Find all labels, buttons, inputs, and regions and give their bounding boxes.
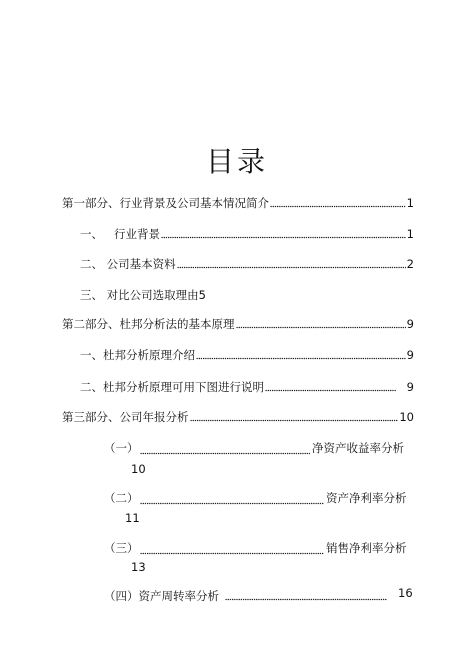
toc-entry-title: 净资产收益率分析 [312,441,404,455]
toc-page-number: 11 [125,511,140,525]
toc-entry-company-info[interactable] [80,256,414,272]
toc-page-number: 9 [406,348,414,362]
dot-leader [236,326,406,329]
toc-title: 目录 [205,145,268,178]
toc-page-number: 16 [398,586,413,600]
toc-entry-label: （二） [104,491,139,505]
toc-entry-label: 第三部分、公司年报分析 [62,410,189,424]
dot-leader [196,357,406,360]
toc-page-number: 9 [406,317,414,331]
toc-entry-label: 第一部分、行业背景及公司基本情况简介 [62,196,269,210]
toc-page-number: 5 [198,288,206,302]
toc-page-number: 1 [406,196,414,210]
toc-entry-part1[interactable] [62,195,414,211]
toc-entry-title: 销售净利率分析 [326,541,407,555]
toc-entry-label: （一） [104,441,139,455]
toc-entry-label: 三、 对比公司选取理由 [80,288,199,302]
toc-entry-label: （三） [104,541,139,555]
toc-entry-label: 二、 公司基本资料 [80,257,176,271]
toc-page-number: 10 [131,462,146,476]
toc-entry-label: （四）资产周转率分析 [104,589,219,603]
toc-entry-label: 二、杜邦分析原理可用下图进行说明 [80,380,264,394]
dot-leader [265,389,396,392]
dot-leader [140,552,324,555]
dot-leader [140,502,324,505]
toc-entry-dupont-diagram[interactable] [80,379,414,395]
toc-entry-comparison-reason[interactable] [80,287,206,303]
dot-leader [161,236,406,239]
dot-leader [140,452,310,455]
toc-entry-title: 资产净利率分析 [326,491,407,505]
dot-leader [177,266,406,269]
toc-entry-dupont-intro[interactable] [80,347,414,363]
toc-entry-label: 第二部分、杜邦分析法的基本原理 [62,317,235,331]
toc-page-number: 10 [399,410,414,424]
dot-leader [270,205,406,208]
dot-leader [225,598,387,601]
toc-page-number: 9 [406,380,414,394]
toc-page-number: 1 [406,227,414,241]
dot-leader [190,419,399,422]
toc-page-number: 2 [406,257,414,271]
toc-entry-part2[interactable] [62,316,414,332]
toc-entry-industry-background[interactable] [80,226,414,242]
toc-page-number: 13 [131,560,146,574]
toc-entry-label: 一、杜邦分析原理介绍 [80,348,195,362]
toc-entry-part3[interactable] [62,409,414,425]
toc-entry-label: 一、 行业背景 [80,227,160,241]
